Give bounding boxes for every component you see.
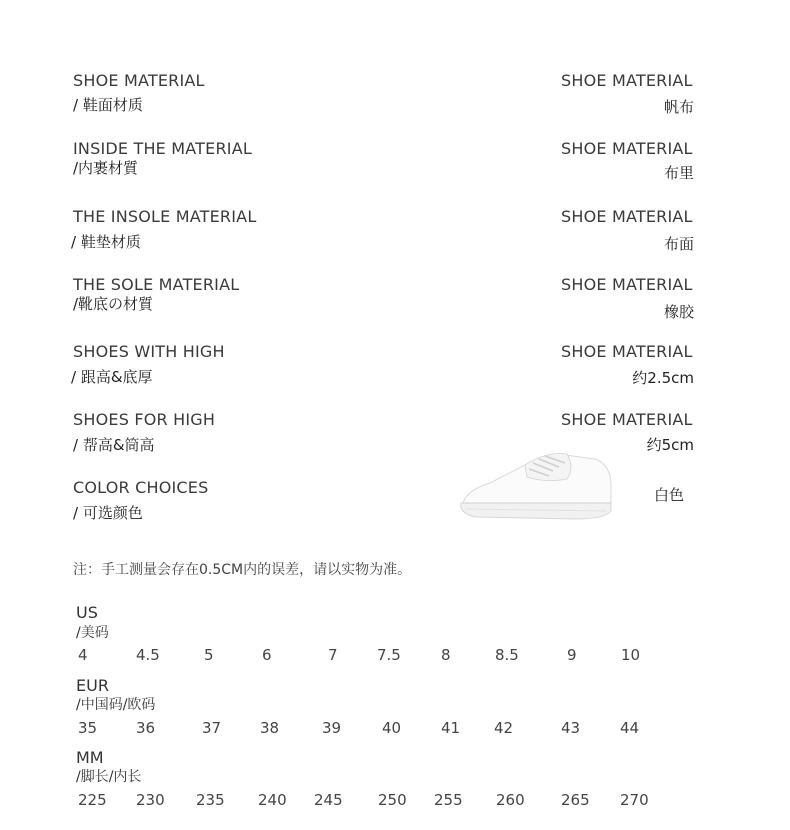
spec-label-en: THE SOLE MATERIAL bbox=[73, 275, 240, 294]
spec-right-label: SHOE MATERIAL bbox=[561, 71, 693, 90]
size-cell: 7 bbox=[328, 646, 338, 664]
size-cell: 255 bbox=[434, 791, 463, 809]
spec-label-cn: /靴底の材質 bbox=[73, 295, 154, 313]
size-cell: 42 bbox=[494, 719, 514, 737]
size-row-us bbox=[0, 646, 790, 666]
size-title-mm: MM bbox=[76, 748, 104, 767]
size-cell: 39 bbox=[322, 719, 342, 737]
size-cell: 225 bbox=[78, 791, 107, 809]
spec-label-cn: / 帮高&筒高 bbox=[73, 436, 155, 454]
size-cell: 270 bbox=[620, 791, 649, 809]
spec-label-cn: / 可选颜色 bbox=[73, 504, 143, 522]
spec-label-cn: / 跟高&底厚 bbox=[71, 368, 153, 386]
color-value: 白色 bbox=[653, 486, 684, 504]
size-cell: 8 bbox=[441, 646, 451, 664]
size-cell: 41 bbox=[441, 719, 461, 737]
measurement-note: 注：手工测量会存在0.5CM内的误差，请以实物为准。 bbox=[73, 562, 412, 578]
size-cell: 37 bbox=[202, 719, 222, 737]
size-cell: 7.5 bbox=[377, 646, 401, 664]
size-cell: 5 bbox=[204, 646, 214, 664]
size-cell: 6 bbox=[262, 646, 272, 664]
spec-right-label: SHOE MATERIAL bbox=[561, 410, 693, 429]
size-row-eur bbox=[0, 719, 790, 739]
spec-value: 约2.5cm bbox=[632, 369, 694, 387]
spec-right-label: SHOE MATERIAL bbox=[561, 207, 693, 226]
size-cell: 35 bbox=[78, 719, 98, 737]
size-cell: 36 bbox=[136, 719, 156, 737]
spec-right-label: SHOE MATERIAL bbox=[561, 342, 693, 361]
size-cell: 235 bbox=[196, 791, 225, 809]
spec-label-en: COLOR CHOICES bbox=[73, 478, 209, 497]
spec-value: 约5cm bbox=[646, 436, 694, 454]
size-cell: 250 bbox=[378, 791, 407, 809]
size-cell: 4 bbox=[78, 646, 88, 664]
size-row-mm bbox=[0, 791, 790, 811]
size-title-us: US bbox=[76, 603, 98, 622]
spec-value: 布里 bbox=[663, 164, 694, 182]
size-cell: 4.5 bbox=[136, 646, 160, 664]
spec-label-en: SHOE MATERIAL bbox=[73, 71, 205, 90]
spec-label-en: SHOES WITH HIGH bbox=[73, 342, 225, 361]
size-cell: 8.5 bbox=[495, 646, 519, 664]
spec-label-cn: /内裹材質 bbox=[73, 159, 139, 177]
spec-right-label: SHOE MATERIAL bbox=[561, 139, 693, 158]
spec-label-en: THE INSOLE MATERIAL bbox=[73, 207, 257, 226]
size-title-eur: EUR bbox=[76, 676, 109, 695]
size-sub-us: /美码 bbox=[76, 625, 109, 641]
spec-label-en: INSIDE THE MATERIAL bbox=[73, 139, 252, 158]
spec-label-en: SHOES FOR HIGH bbox=[73, 410, 216, 429]
size-cell: 9 bbox=[567, 646, 577, 664]
size-cell: 10 bbox=[621, 646, 641, 664]
spec-label-cn: / 鞋面材质 bbox=[73, 96, 143, 114]
size-cell: 245 bbox=[314, 791, 343, 809]
size-sub-eur: /中国码/欧码 bbox=[76, 697, 156, 713]
size-cell: 260 bbox=[496, 791, 525, 809]
spec-value: 布面 bbox=[663, 235, 694, 253]
spec-value: 帆布 bbox=[663, 98, 694, 116]
spec-value: 橡胶 bbox=[663, 303, 694, 321]
spec-right-label: SHOE MATERIAL bbox=[561, 275, 693, 294]
size-cell: 40 bbox=[382, 719, 402, 737]
size-cell: 44 bbox=[620, 719, 640, 737]
size-cell: 43 bbox=[561, 719, 581, 737]
size-sub-mm: /脚长/内长 bbox=[76, 769, 142, 785]
size-cell: 240 bbox=[258, 791, 287, 809]
size-cell: 230 bbox=[136, 791, 165, 809]
spec-label-cn: / 鞋垫材质 bbox=[71, 233, 141, 251]
size-cell: 265 bbox=[561, 791, 590, 809]
white-canvas-sneaker-icon bbox=[455, 445, 615, 525]
size-cell: 38 bbox=[260, 719, 280, 737]
